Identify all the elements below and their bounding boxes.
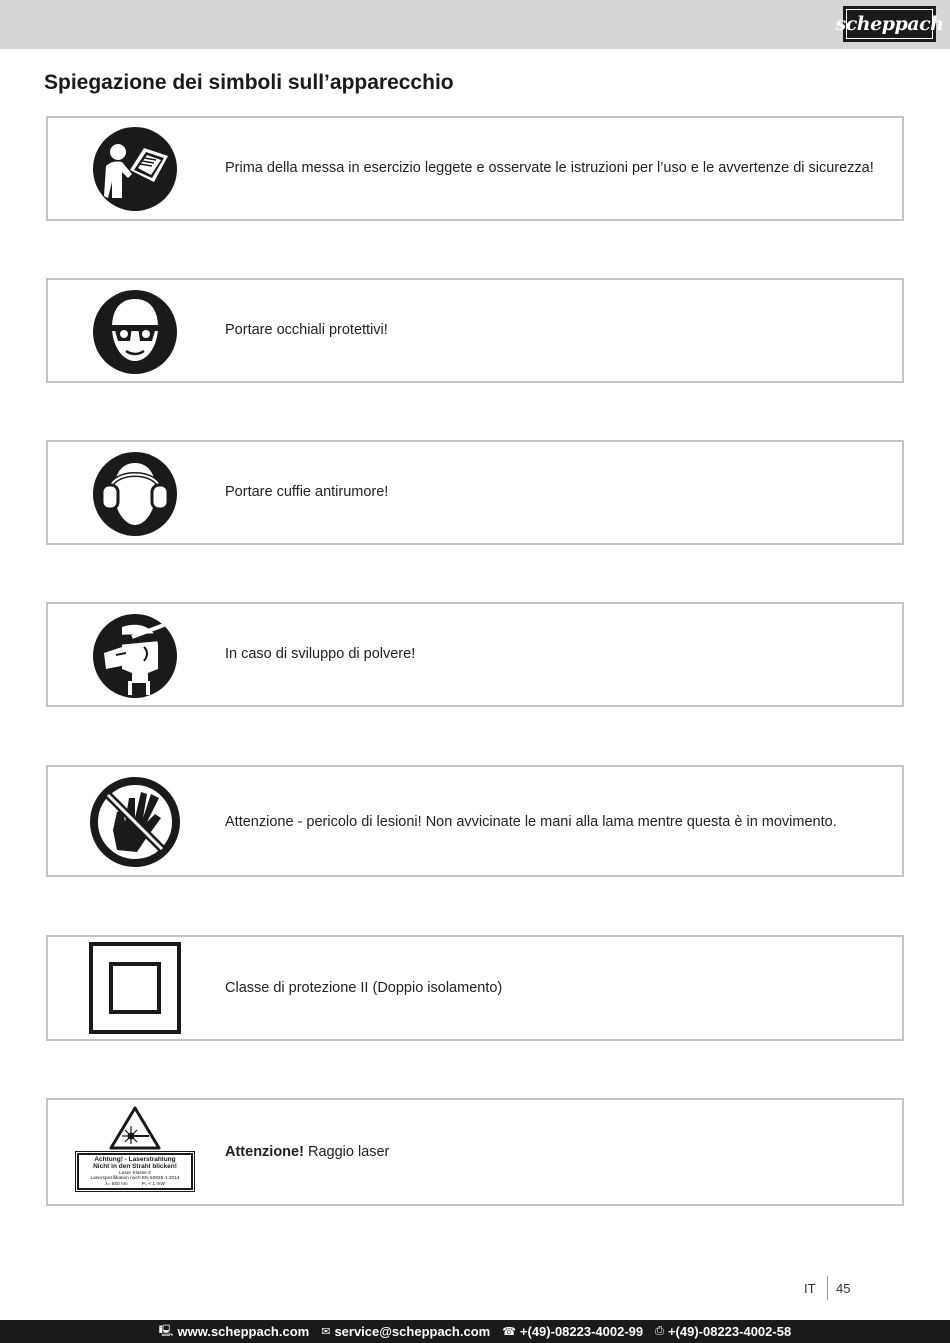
- website-link[interactable]: www.scheppach.com: [177, 1324, 310, 1339]
- symbol-description: In caso di sviluppo di polvere!: [225, 646, 416, 662]
- brand-name: scheppach: [835, 13, 944, 35]
- phone-number: +(49)-08223-4002-99: [519, 1324, 644, 1339]
- laser-triangle-icon: [109, 1106, 161, 1150]
- symbol-row-dust-mask: [46, 602, 904, 707]
- symbol-row-ear-protection: [46, 440, 904, 545]
- protection-class-2-icon: [88, 942, 182, 1034]
- laser-label: [77, 1153, 193, 1190]
- symbol-description: Classe di protezione II (Doppio isolamento): [225, 980, 503, 996]
- symbol-description: Attenzione - pericolo di lesioni! Non avvicinate le mani alla lama mentre questa è in movimento.: [225, 814, 837, 830]
- page-number-divider: [827, 1276, 828, 1300]
- email-link[interactable]: service@scheppach.com: [334, 1324, 491, 1339]
- symbol-description-bold: Attenzione!: [225, 1144, 304, 1160]
- dust-mask-icon: [88, 613, 182, 699]
- scheppach-logo: [835, 6, 944, 42]
- fax-icon: ⎙: [655, 1325, 664, 1337]
- laser-label-wavelength: λ= 650 nm: [105, 1181, 128, 1187]
- symbol-row-protection-class: [46, 935, 904, 1041]
- laser-label-line: Achtung! - Laserstrahlung: [94, 1156, 176, 1163]
- laser-label-power: P₀ < 1 mW: [141, 1181, 165, 1187]
- symbol-description-rest: Raggio laser: [307, 1144, 390, 1160]
- laser-label-line: Laserspezifikation nach EN 60825-1:2014: [90, 1176, 180, 1182]
- footer-bar: [0, 1320, 950, 1343]
- symbol-row-goggles: [46, 278, 904, 383]
- symbol-description: Portare occhiali protettivi!: [225, 322, 388, 338]
- footer-phone: [502, 1324, 643, 1339]
- symbol-row-no-hands: [46, 765, 904, 877]
- page-number: 45: [836, 1281, 851, 1296]
- no-hands-icon: [88, 776, 182, 868]
- symbol-row-laser: [46, 1098, 904, 1206]
- language-code: IT: [804, 1281, 816, 1296]
- symbol-description: Portare cuffie antirumore!: [225, 484, 389, 500]
- footer-email[interactable]: [321, 1324, 490, 1339]
- footer-website[interactable]: [159, 1322, 309, 1341]
- symbol-description: [225, 1144, 389, 1160]
- footer-fax: [655, 1324, 791, 1339]
- read-manual-icon: [88, 126, 182, 212]
- ear-protection-icon: [88, 451, 182, 537]
- envelope-icon: ✉: [321, 1326, 331, 1338]
- fax-number: +(49)-08223-4002-58: [667, 1324, 792, 1339]
- phone-icon: ☎: [502, 1326, 516, 1338]
- computer-icon: 🖳: [158, 1325, 174, 1337]
- laser-warning-icon: [77, 1106, 193, 1200]
- laser-label-line: Nicht in den Strahl blicken!: [93, 1163, 177, 1171]
- page-title: Spiegazione dei simboli sull’apparecchio: [44, 71, 454, 94]
- symbol-description: Prima della messa in esercizio leggete e osservate le istruzioni per l’uso e le avvertenze di sicurezza!: [225, 160, 874, 176]
- header-bar: [0, 0, 950, 49]
- safety-goggles-icon: [88, 289, 182, 375]
- symbol-row-read-manual: [46, 116, 904, 221]
- laser-label-line: Laser Klasse 2: [119, 1170, 151, 1176]
